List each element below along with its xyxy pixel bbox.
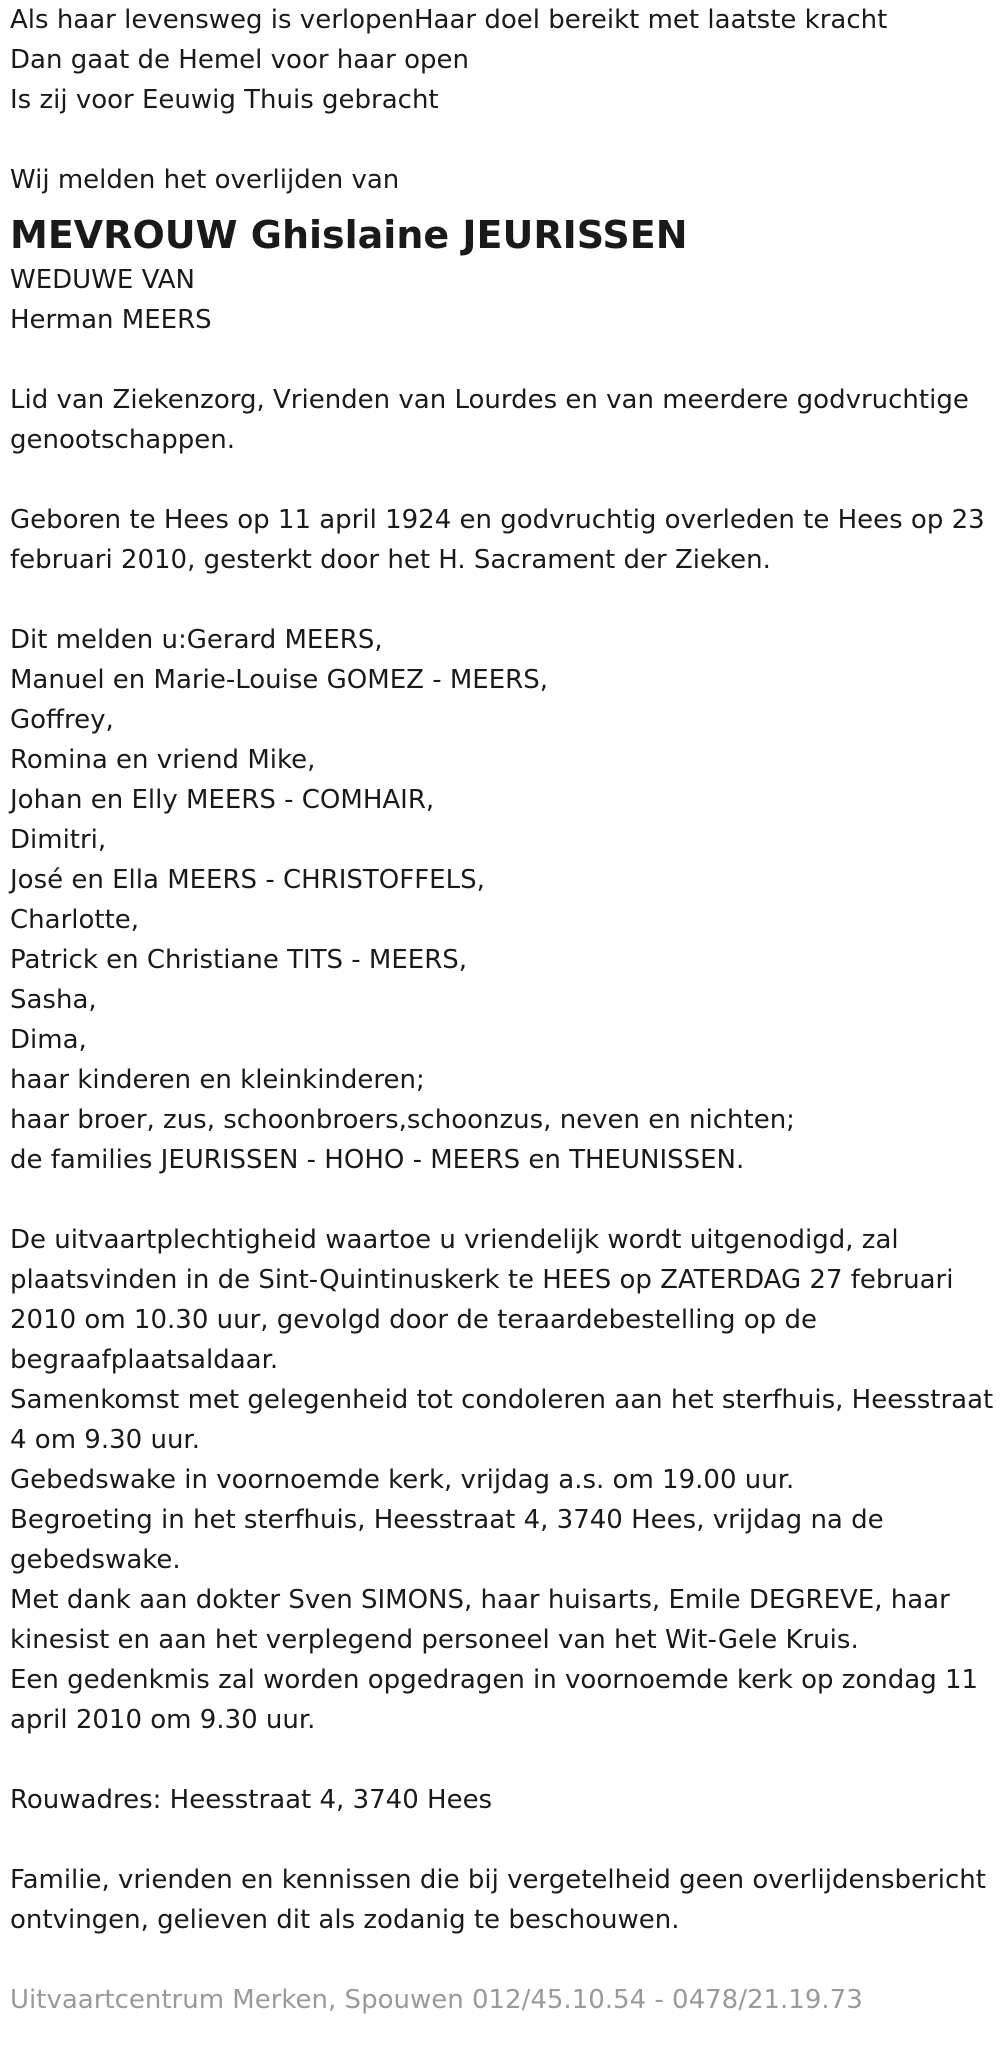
vigil-text: Gebedswake in voornoemde kerk, vrijdag a.s. om 19.00 uur.	[10, 1465, 795, 1495]
family-line: José en Ella MEERS - CHRISTOFFELS,	[10, 865, 485, 895]
family-line: Dima,	[10, 1025, 87, 1055]
announcement-text: Wij melden het overlijden van	[10, 165, 400, 195]
family-line: Manuel en Marie-Louise GOMEZ - MEERS,	[10, 665, 548, 695]
family-line: Charlotte,	[10, 905, 140, 935]
family-line: Johan en Elly MEERS - COMHAIR,	[10, 785, 435, 815]
funeral-home-footer: Uitvaartcentrum Merken, Spouwen 012/45.10.54 - 0478/21.19.73	[10, 1985, 863, 2015]
poem-line-1: Als haar levensweg is verlopenHaar doel bereikt met laatste kracht	[10, 5, 888, 35]
family-list	[10, 620, 995, 1180]
spacer	[10, 1740, 995, 1780]
family-line: Goffrey,	[10, 705, 114, 735]
family-line: Patrick en Christiane TITS - MEERS,	[10, 945, 468, 975]
family-line: haar kinderen en kleinkinderen;	[10, 1065, 425, 1095]
greeting-text: Begroeting in het sterfhuis, Heesstraat 4, 3740 Hees, vrijdag na de gebedswake.	[10, 1505, 884, 1575]
spacer	[10, 120, 995, 160]
memorial-mass-text: Een gedenkmis zal worden opgedragen in voornoemde kerk op zondag 11 april 2010 om 9.30 uur.	[10, 1665, 979, 1735]
deceased-name: MEVROUW Ghislaine JEURISSEN	[10, 213, 688, 257]
spacer	[10, 580, 995, 620]
birth-death-text: Geboren te Hees op 11 april 1924 en godvruchtig overleden te Hees op 23 februari 2010, gesterkt door het H. Sacrament der Zieken.	[10, 505, 985, 575]
family-line: Dit melden u:Gerard MEERS,	[10, 625, 383, 655]
spacer	[10, 1820, 995, 1860]
obituary-document	[10, 0, 995, 2020]
funeral-details	[10, 1220, 995, 1740]
poem-line-2: Dan gaat de Hemel voor haar open	[10, 45, 469, 75]
gathering-text: Samenkomst met gelegenheid tot condoleren aan het sterfhuis, Heesstraat 4 om 9.30 uur.	[10, 1385, 994, 1455]
family-line: Dimitri,	[10, 825, 107, 855]
family-line: Romina en vriend Mike,	[10, 745, 316, 775]
spouse-name: Herman MEERS	[10, 305, 212, 335]
spacer	[10, 1180, 995, 1220]
widow-of-label: WEDUWE VAN	[10, 265, 195, 295]
membership-text: Lid van Ziekenzorg, Vrienden van Lourdes en van meerdere godvruchtige genootschappen.	[10, 385, 969, 455]
spacer	[10, 340, 995, 380]
thanks-text: Met dank aan dokter Sven SIMONS, haar huisarts, Emile DEGREVE, haar kinesist en aan het verplegend personeel van het Wit-Gele Kruis.	[10, 1585, 950, 1655]
family-line: de families JEURISSEN - HOHO - MEERS en THEUNISSEN.	[10, 1145, 745, 1175]
family-line: haar broer, zus, schoonbroers,schoonzus, neven en nichten;	[10, 1105, 795, 1135]
notice-text: Familie, vrienden en kennissen die bij vergetelheid geen overlijdensbericht ontvingen, gelieven dit als zodanig te beschouwen.	[10, 1865, 986, 1935]
mourning-address: Rouwadres: Heesstraat 4, 3740 Hees	[10, 1785, 493, 1815]
spacer	[10, 460, 995, 500]
poem	[10, 0, 995, 120]
ceremony-text: De uitvaartplechtigheid waartoe u vriendelijk wordt uitgenodigd, zal plaatsvinden in de Sint-Quintinuskerk te HEES op ZATERDAG 27 februari 2010 om 10.30 uur, gevolgd door de teraardebestelling op de begraafplaatsaldaar.	[10, 1225, 954, 1375]
family-line: Sasha,	[10, 985, 97, 1015]
poem-line-3: Is zij voor Eeuwig Thuis gebracht	[10, 85, 439, 115]
spacer	[10, 1940, 995, 1980]
